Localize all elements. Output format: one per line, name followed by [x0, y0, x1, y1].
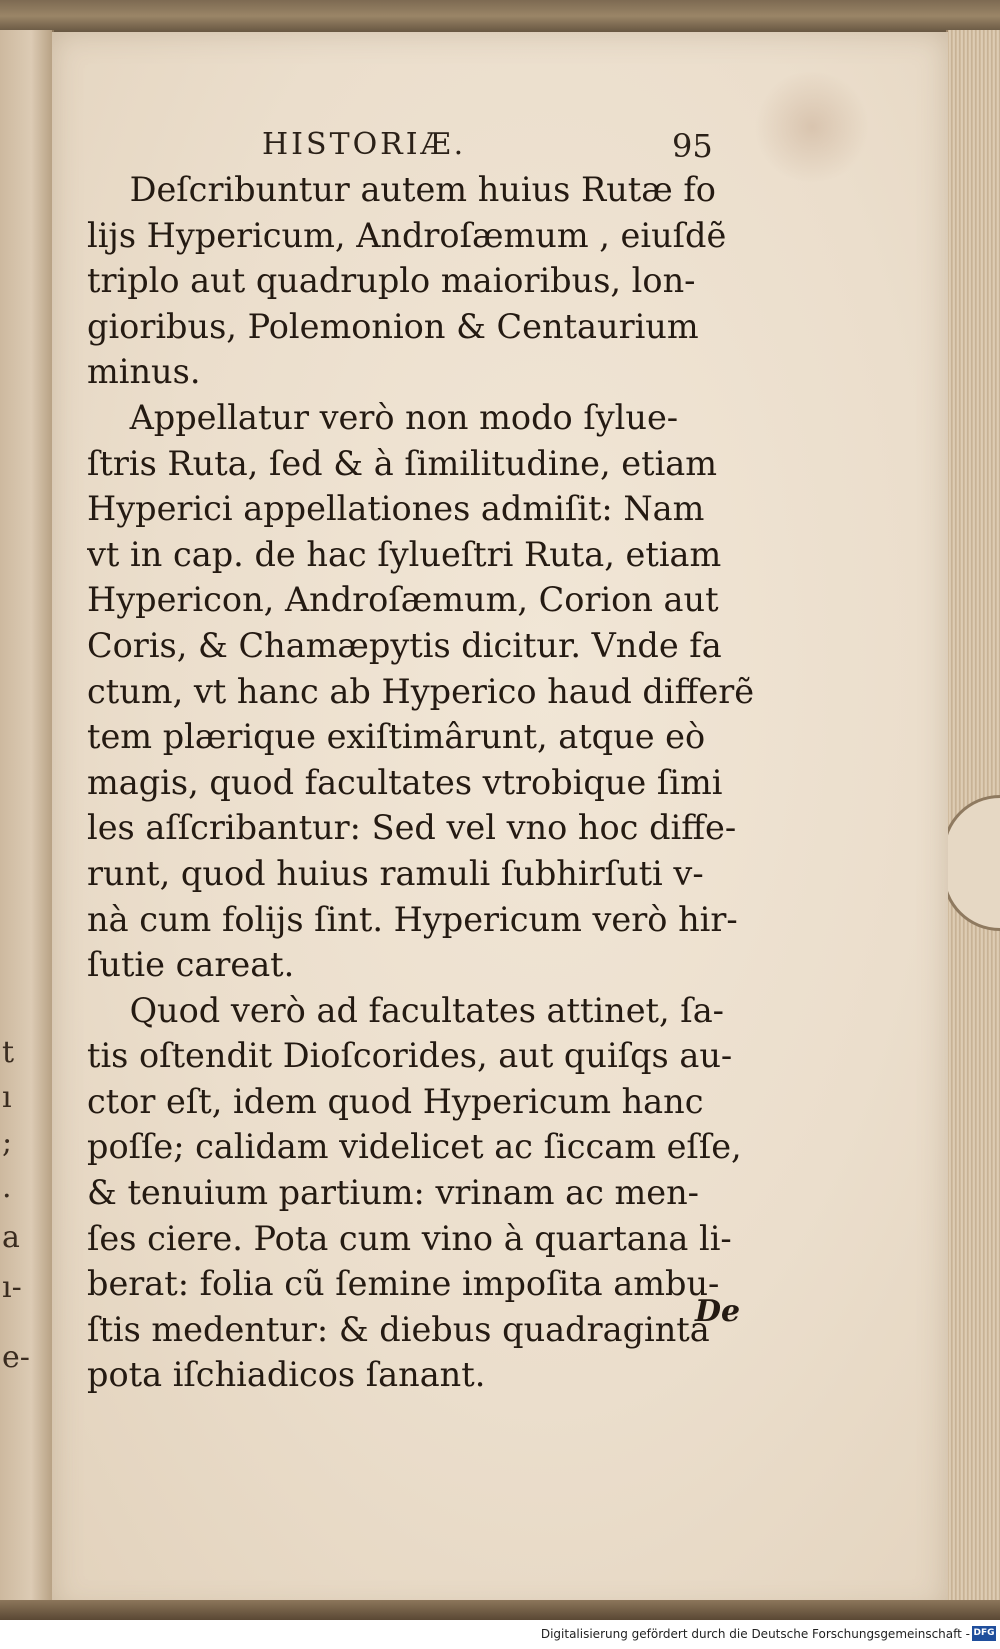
text-line: gioribus, Polemonion & Centaurium — [87, 306, 699, 346]
text-line: Hyperici appellationes admiſit: Nam — [87, 489, 705, 529]
text-line: tis oſtendit Dioſcorides, aut quiſqs au- — [87, 1036, 733, 1076]
left-fragment: . — [2, 1170, 12, 1205]
left-fragment: a — [2, 1220, 20, 1255]
left-fragment: ı- — [2, 1270, 22, 1305]
running-head: HISTORIÆ. — [262, 127, 467, 162]
dfg-logo-icon: DFG — [972, 1626, 996, 1641]
text-line: ctor eſt, idem quod Hypericum hanc — [87, 1081, 704, 1121]
text-line: Hypericon, Androſæmum, Corion aut — [87, 580, 719, 620]
text-line: ctum, vt hanc ab Hyperico haud differẽ — [87, 671, 755, 711]
text-line: les aſſcribantur: Sed vel vno hoc diffe- — [87, 808, 737, 848]
text-line: Quod verò ad facultates attinet, ſa- — [87, 990, 724, 1030]
page-number: 95 — [672, 127, 713, 165]
text-line: magis, quod facultates vtrobique ſimi — [87, 762, 723, 802]
text-line: pota iſchiadicos ſanant. — [87, 1355, 486, 1395]
text-line: Coris, & Chamæpytis dicitur. Vnde fa — [87, 625, 722, 665]
paper-stain — [752, 72, 872, 182]
left-fragment: e- — [2, 1340, 30, 1375]
text-line: ſtis medentur: & diebus quadraginta — [87, 1309, 710, 1349]
digitization-footer — [0, 1620, 1000, 1649]
text-line: ſutie careat. — [87, 945, 295, 985]
left-facing-page-edge — [0, 30, 54, 1610]
bottom-binding-edge — [0, 1600, 1000, 1620]
text-line: runt, quod huius ramuli ſubhirſuti v- — [87, 853, 704, 893]
text-line: ſes ciere. Pota cum vino à quartana li- — [87, 1218, 732, 1258]
text-line: & tenuium partium: vrinam ac men- — [87, 1173, 699, 1213]
text-line: poſſe; calidam videlicet ac ſiccam eſſe, — [87, 1127, 742, 1167]
text-line: minus. — [87, 352, 201, 392]
text-line: ſtris Ruta, ſed & à ſimilitudine, etiam — [87, 443, 718, 483]
left-fragment: ; — [2, 1125, 13, 1160]
text-line: berat: folia cũ ſemine impoſita ambu- — [87, 1264, 720, 1304]
text-line: lijs Hypericum, Androſæmum , eiuſdẽ — [87, 215, 727, 255]
book-page — [52, 32, 948, 1612]
text-line: Appellatur verò non modo ſylue- — [87, 397, 679, 437]
catchword: De — [695, 1294, 741, 1329]
left-fragment: t — [2, 1035, 15, 1070]
text-line: vt in cap. de hac ſylueſtri Ruta, etiam — [87, 534, 722, 574]
left-page-fragments — [0, 30, 52, 1610]
text-line: tem plærique exiſtimârunt, atque eò — [87, 717, 706, 757]
left-fragment: ı — [2, 1080, 12, 1115]
body-text — [87, 167, 787, 1398]
text-line: Deſcribuntur autem huius Rutæ fo — [87, 170, 716, 209]
funding-credit: Digitalisierung gefördert durch die Deutsche Forschungsgemeinschaft - — [540, 1627, 970, 1641]
text-line: nà cum folijs ſint. Hypericum verò hir- — [87, 899, 738, 939]
text-line: triplo aut quadruplo maioribus, lon- — [87, 261, 696, 301]
